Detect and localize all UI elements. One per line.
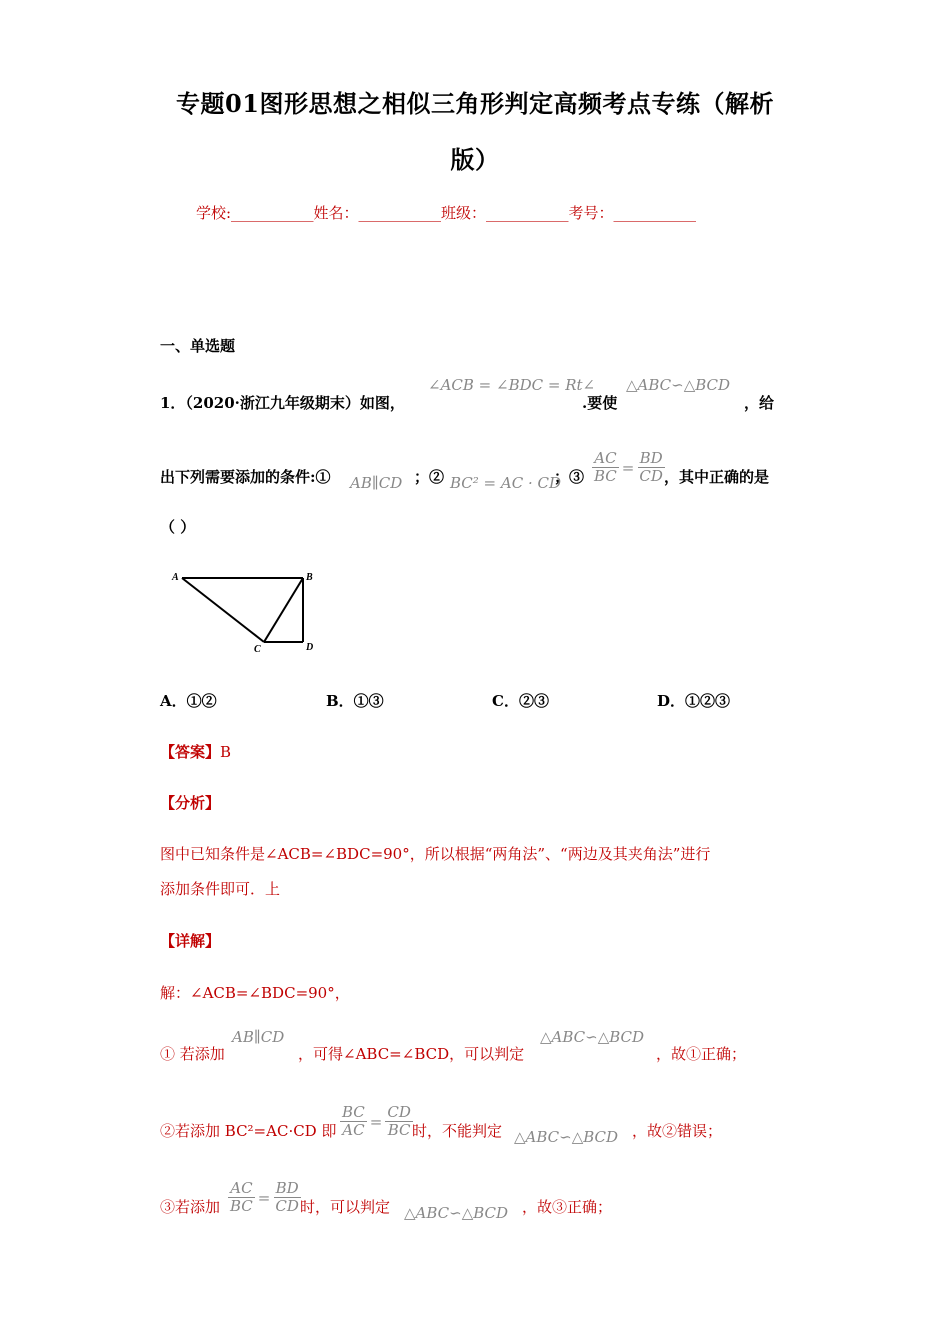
detail1-tail: ，故①正确； <box>656 1045 747 1063</box>
q1-conditions-prefix: 出下列需要添加的条件:① <box>160 468 331 486</box>
detail-label: 【详解】 <box>160 932 221 950</box>
detail2-tail: ，故②错误； <box>632 1122 723 1140</box>
analysis-label: 【分析】 <box>160 794 221 812</box>
segment-bc <box>264 578 303 642</box>
q1-condition1-math: AB∥CD <box>350 474 403 492</box>
q1-gei: ，给 <box>744 394 775 412</box>
option-c[interactable]: C．②③ <box>492 692 549 710</box>
label-c: C <box>254 644 261 655</box>
option-d[interactable]: D．①②③ <box>657 692 731 710</box>
answer-row <box>160 741 231 762</box>
detail3-prefix: ③若添加 <box>160 1198 221 1216</box>
analysis-text-line2: 添加条件即可．上 <box>160 880 281 898</box>
answer-label: 【答案】 <box>160 743 221 761</box>
q1-condition-math: ∠ACB = ∠BDC = Rt∠ <box>428 376 596 394</box>
detail-line0: 解：∠ACB=∠BDC=90°， <box>160 984 350 1002</box>
q1-similarity-math: △ABC∽△BCD <box>626 376 731 394</box>
detail1-prefix: ① 若添加 <box>160 1045 225 1063</box>
detail3-fraction: $\frac{AC}{BC}$ = $\frac{BD}{CD}$ <box>230 1179 299 1216</box>
detail2-prefix: ②若添加 BC²=AC·CD 即 <box>160 1122 337 1140</box>
q1-condition2-math: BC² = AC · CD <box>450 474 562 492</box>
q1-semicolon2: ；③ <box>554 468 585 486</box>
detail3-sim: △ABC∽△BCD <box>404 1204 509 1222</box>
detail2-sim: △ABC∽△BCD <box>514 1128 619 1146</box>
detail3-tail: ，故③正确； <box>522 1198 613 1216</box>
option-a[interactable]: A．①② <box>160 692 217 710</box>
detail1-math: AB∥CD <box>232 1028 285 1046</box>
q1-answer-paren: （ ） <box>160 518 196 536</box>
segment-ac <box>182 578 264 642</box>
option-b[interactable]: B．①③ <box>326 692 384 710</box>
section-heading: 一、单选题 <box>160 337 236 355</box>
page-title-line1: 专题01图形思想之相似三角形判定高频考点专练（解析 <box>176 89 774 118</box>
q1-semicolon1: ；② <box>414 468 445 486</box>
label-d: D <box>306 642 314 653</box>
q1-condition3-math: $\frac{AC}{BC}$ = $\frac{BD}{CD}$ <box>594 449 663 486</box>
detail1-mid: ，可得∠ABC=∠BCD，可以判定 <box>298 1045 525 1063</box>
detail2-fraction: $\frac{BC}{AC}$ = $\frac{CD}{BC}$ <box>342 1103 411 1140</box>
q1-yaoshi: .要使 <box>582 394 618 412</box>
detail2-mid: 时，不能判定 <box>412 1122 503 1140</box>
q1-condition3-tail: ，其中正确的是 <box>664 468 770 486</box>
page-title-line2: 版） <box>450 145 500 174</box>
label-b: B <box>306 572 313 583</box>
answer-value: B <box>220 743 232 761</box>
q1-stem-start: 1．（2020·浙江九年级期末）如图， <box>160 394 405 412</box>
analysis-text-line1: 图中已知条件是∠ACB=∠BDC=90°，所以根据“两角法”、“两边及其夹角法”进行 <box>160 845 711 863</box>
q1-triangle-figure <box>168 566 328 658</box>
detail3-mid: 时，可以判定 <box>300 1198 391 1216</box>
label-a: A <box>172 572 179 583</box>
student-info-line: 学校:___________姓名：___________班级：___________考号：___________ <box>196 204 697 222</box>
detail1-sim: △ABC∽△BCD <box>540 1028 645 1046</box>
